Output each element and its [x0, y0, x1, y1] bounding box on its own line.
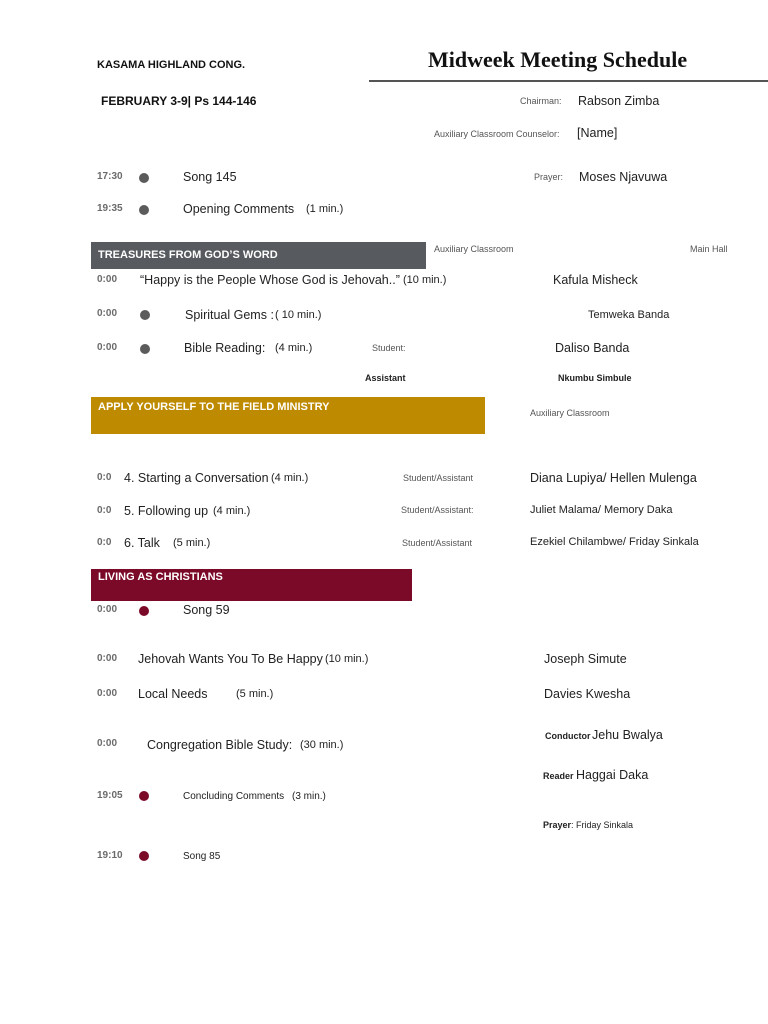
ministry-item-duration: (5 min.)	[173, 537, 211, 549]
opening-song-time: 17:30	[97, 171, 123, 182]
prayer-label: Prayer:	[534, 172, 564, 182]
section-living-heading: LIVING AS CHRISTIANS	[91, 569, 412, 601]
living-song: Song 59	[183, 603, 230, 617]
bible-reading: Bible Reading:	[184, 341, 266, 355]
ministry-auxiliary-label: Auxiliary Classroom	[530, 408, 610, 418]
bullet-dot	[140, 310, 150, 320]
cbs-duration: (30 min.)	[300, 739, 344, 751]
ministry-item-names: Diana Lupiya/ Hellen Mulenga	[530, 471, 697, 485]
ministry-item-names: Juliet Malama/ Memory Daka	[530, 504, 673, 516]
ministry-item-label: Student/Assistant	[403, 473, 474, 483]
part2-duration: (5 min.)	[236, 688, 274, 700]
ministry-item-label: Student/Assistant:	[401, 505, 474, 515]
bible-reading-name: Daliso Banda	[555, 341, 630, 355]
final-song: Song 85	[183, 851, 221, 862]
bullet-dot	[139, 791, 149, 801]
congregation-name: KASAMA HIGHLAND CONG.	[97, 59, 246, 71]
opening-prayer-name: Moses Njavuwa	[579, 170, 668, 184]
concluding-comments: Concluding Comments	[183, 791, 285, 802]
ministry-item-label: Student/Assistant	[402, 538, 473, 548]
ministry-item-names: Ezekiel Chilambwe/ Friday Sinkala	[530, 536, 699, 548]
counselor-label: Auxiliary Classroom Counselor:	[434, 129, 560, 139]
ministry-item-duration: (4 min.)	[213, 505, 251, 517]
conductor-label: Conductor	[545, 731, 591, 741]
bible-reading-time: 0:00	[97, 342, 118, 353]
bullet-dot	[139, 851, 149, 861]
assistant-name: Nkumbu Simbule	[558, 373, 632, 383]
reader-label: Reader	[543, 771, 574, 781]
conductor-name: Jehu Bwalya	[592, 728, 663, 742]
ministry-item-title: 5. Following up	[124, 504, 209, 518]
opening-song: Song 145	[183, 170, 237, 184]
treasures-talk-name: Kafula Misheck	[553, 273, 638, 287]
chairman-name: Rabson Zimba	[578, 94, 660, 108]
opening-comments: Opening Comments	[183, 202, 295, 216]
spiritual-gems-duration: ( 10 min.)	[275, 309, 322, 321]
part1-time: 0:00	[97, 653, 118, 664]
final-song-time: 19:10	[97, 850, 123, 861]
week-heading: FEBRUARY 3-9| Ps 144-146	[101, 94, 257, 108]
student-label: Student:	[372, 343, 406, 353]
bullet-dot	[139, 173, 149, 183]
ministry-item-time: 0:0	[97, 472, 112, 483]
bible-reading-duration: (4 min.)	[275, 342, 313, 354]
section-ministry-heading: APPLY YOURSELF TO THE FIELD MINISTRY	[91, 397, 485, 434]
bullet-dot	[140, 344, 150, 354]
part1-duration: (10 min.)	[325, 653, 369, 665]
treasures-talk-duration: (10 min.)	[403, 274, 447, 286]
chairman-label: Chairman:	[520, 96, 562, 106]
section-treasures-heading: TREASURES FROM GOD’S WORD	[91, 242, 426, 269]
bullet-dot	[139, 606, 149, 616]
opening-comments-duration: (1 min.)	[306, 203, 344, 215]
assistant-label: Assistant	[365, 373, 406, 383]
closing-prayer-label: Prayer	[543, 820, 572, 830]
part2-title: Local Needs	[138, 687, 208, 701]
treasures-talk-title: “Happy is the People Whose God is Jehovah..”	[140, 273, 400, 287]
spiritual-gems: Spiritual Gems :	[185, 308, 274, 322]
ministry-item-time: 0:0	[97, 537, 112, 548]
cbs-time: 0:00	[97, 738, 118, 749]
cbs-title: Congregation Bible Study:	[147, 738, 293, 752]
bullet-dot	[139, 205, 149, 215]
part2-name: Davies Kwesha	[544, 687, 631, 701]
gems-time: 0:00	[97, 308, 118, 319]
header-rule	[369, 80, 768, 82]
ministry-item-time: 0:0	[97, 505, 112, 516]
part2-time: 0:00	[97, 688, 118, 699]
part1-title: Jehovah Wants You To Be Happy	[138, 652, 323, 666]
ministry-item-title: 6. Talk	[124, 536, 160, 550]
concluding-duration: (3 min.)	[292, 791, 326, 802]
ministry-item-duration: (4 min.)	[271, 472, 309, 484]
counselor-name: [Name]	[577, 126, 618, 140]
spiritual-gems-name: Temweka Banda	[588, 309, 670, 321]
part1-name: Joseph Simute	[544, 652, 627, 666]
opening-comments-time: 19:35	[97, 203, 123, 214]
living-song-time: 0:00	[97, 604, 118, 615]
closing-prayer-name: : Friday Sinkala	[571, 820, 634, 830]
treasures-talk-time: 0:00	[97, 274, 118, 285]
reader-name: Haggai Daka	[576, 768, 649, 782]
auxiliary-classroom-label: Auxiliary Classroom	[434, 244, 514, 254]
main-hall-label: Main Hall	[690, 244, 728, 254]
ministry-item-title: 4. Starting a Conversation	[124, 471, 269, 485]
concluding-time: 19:05	[97, 790, 123, 801]
page-title: Midweek Meeting Schedule	[428, 47, 688, 72]
